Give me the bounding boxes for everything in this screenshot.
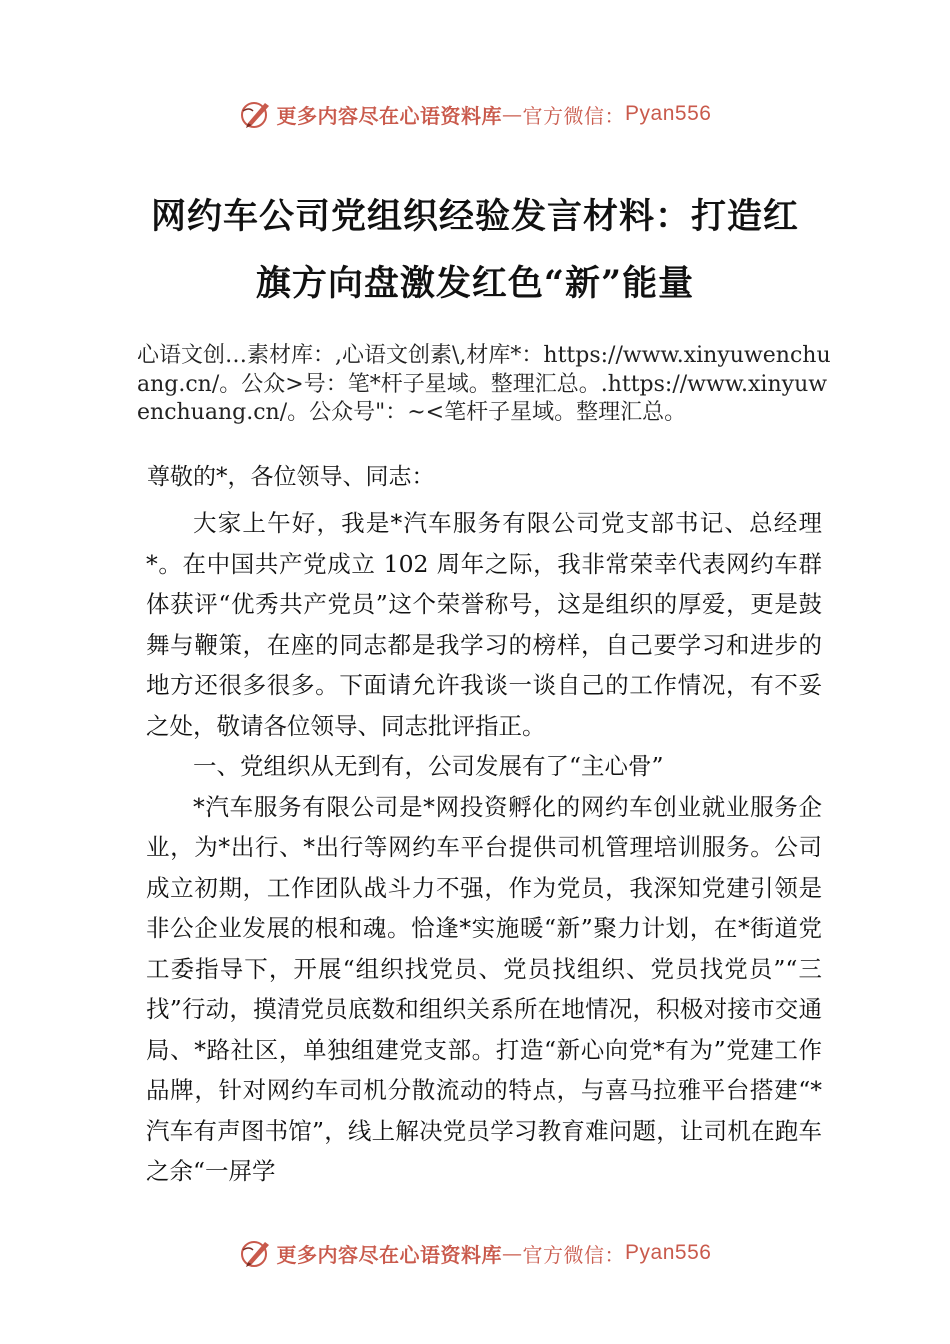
banner-dash: — <box>502 102 523 126</box>
header-watermark-banner <box>0 94 950 134</box>
banner-dash: — <box>502 1241 523 1265</box>
footer-watermark-banner <box>0 1233 950 1273</box>
salutation: 尊敬的*，各位领导、同志： <box>147 464 435 490</box>
paragraph-intro: 大家上午好，我是*汽车服务有限公司党支部书记、总经理*。在中国共产党成立 102 周年之际，我非常荣幸代表网约车群体获评“优秀共产党员”这个荣誉称号，这是组织的厚爱，更是鼓舞与鞭策，在座的同志都是我学习的榜样，自己要学习和进步的地方还很多很多。下面请允许我谈一谈自己的工作情况，有不妥之处，敬请各位领导、同志批评指正。 <box>146 509 822 740</box>
title-line-1: 网约车公司党组织经验发言材料：打造红 <box>150 196 799 237</box>
quill-pen-logo-icon <box>239 97 273 131</box>
banner-label: 官方微信： <box>522 103 626 128</box>
document-title <box>100 183 850 317</box>
banner-wechat-id: Pyan556 <box>625 1241 712 1264</box>
body-text <box>146 503 822 1192</box>
banner-main-text: 更多内容尽在心语资料库 <box>276 1242 503 1267</box>
title-line-2: 旗方向盘激发红色“新”能量 <box>255 263 695 304</box>
quill-pen-logo-icon <box>239 1236 273 1270</box>
paragraph-section-1: *汽车服务有限公司是*网投资孵化的网约车创业就业服务企业，为*出行、*出行等网约车平台提供司机管理培训服务。公司成立初期，工作团队战斗力不强，作为党员，我深知党建引领是非公企业发展的根和魂。恰逢*实施暖“新”聚力计划，在*街道党工委指导下，开展“组织找党员、党员找组织、党员找党员”“三找”行动，摸清党员底数和组织关系所在地情况，积极对接市交通局、*路社区，单独组建党支部。打造“新心向党*有为”党建工作品牌，针对网约车司机分散流动的特点，与喜马拉雅平台搭建“*汽车有声图书馆”，线上解决党员学习教育难问题，让司机在跑车之余“一屏学 <box>146 792 822 1185</box>
section-heading-1: 一、党组织从无到有，公司发展有了“主心骨” <box>193 752 664 780</box>
banner-wechat-id: Pyan556 <box>625 102 712 125</box>
banner-main-text: 更多内容尽在心语资料库 <box>276 103 503 128</box>
banner-label: 官方微信： <box>522 1242 626 1267</box>
source-note: 心语文创…素材库：,心语文创素\,材库*：https://www.xinyuwenchuang.cn/。公众>号：笔*杆子星域。整理汇总。.https://www.xinyuwenchuang.cn/。公众号"：~<笔杆子星域。整理汇总。 <box>137 343 831 425</box>
